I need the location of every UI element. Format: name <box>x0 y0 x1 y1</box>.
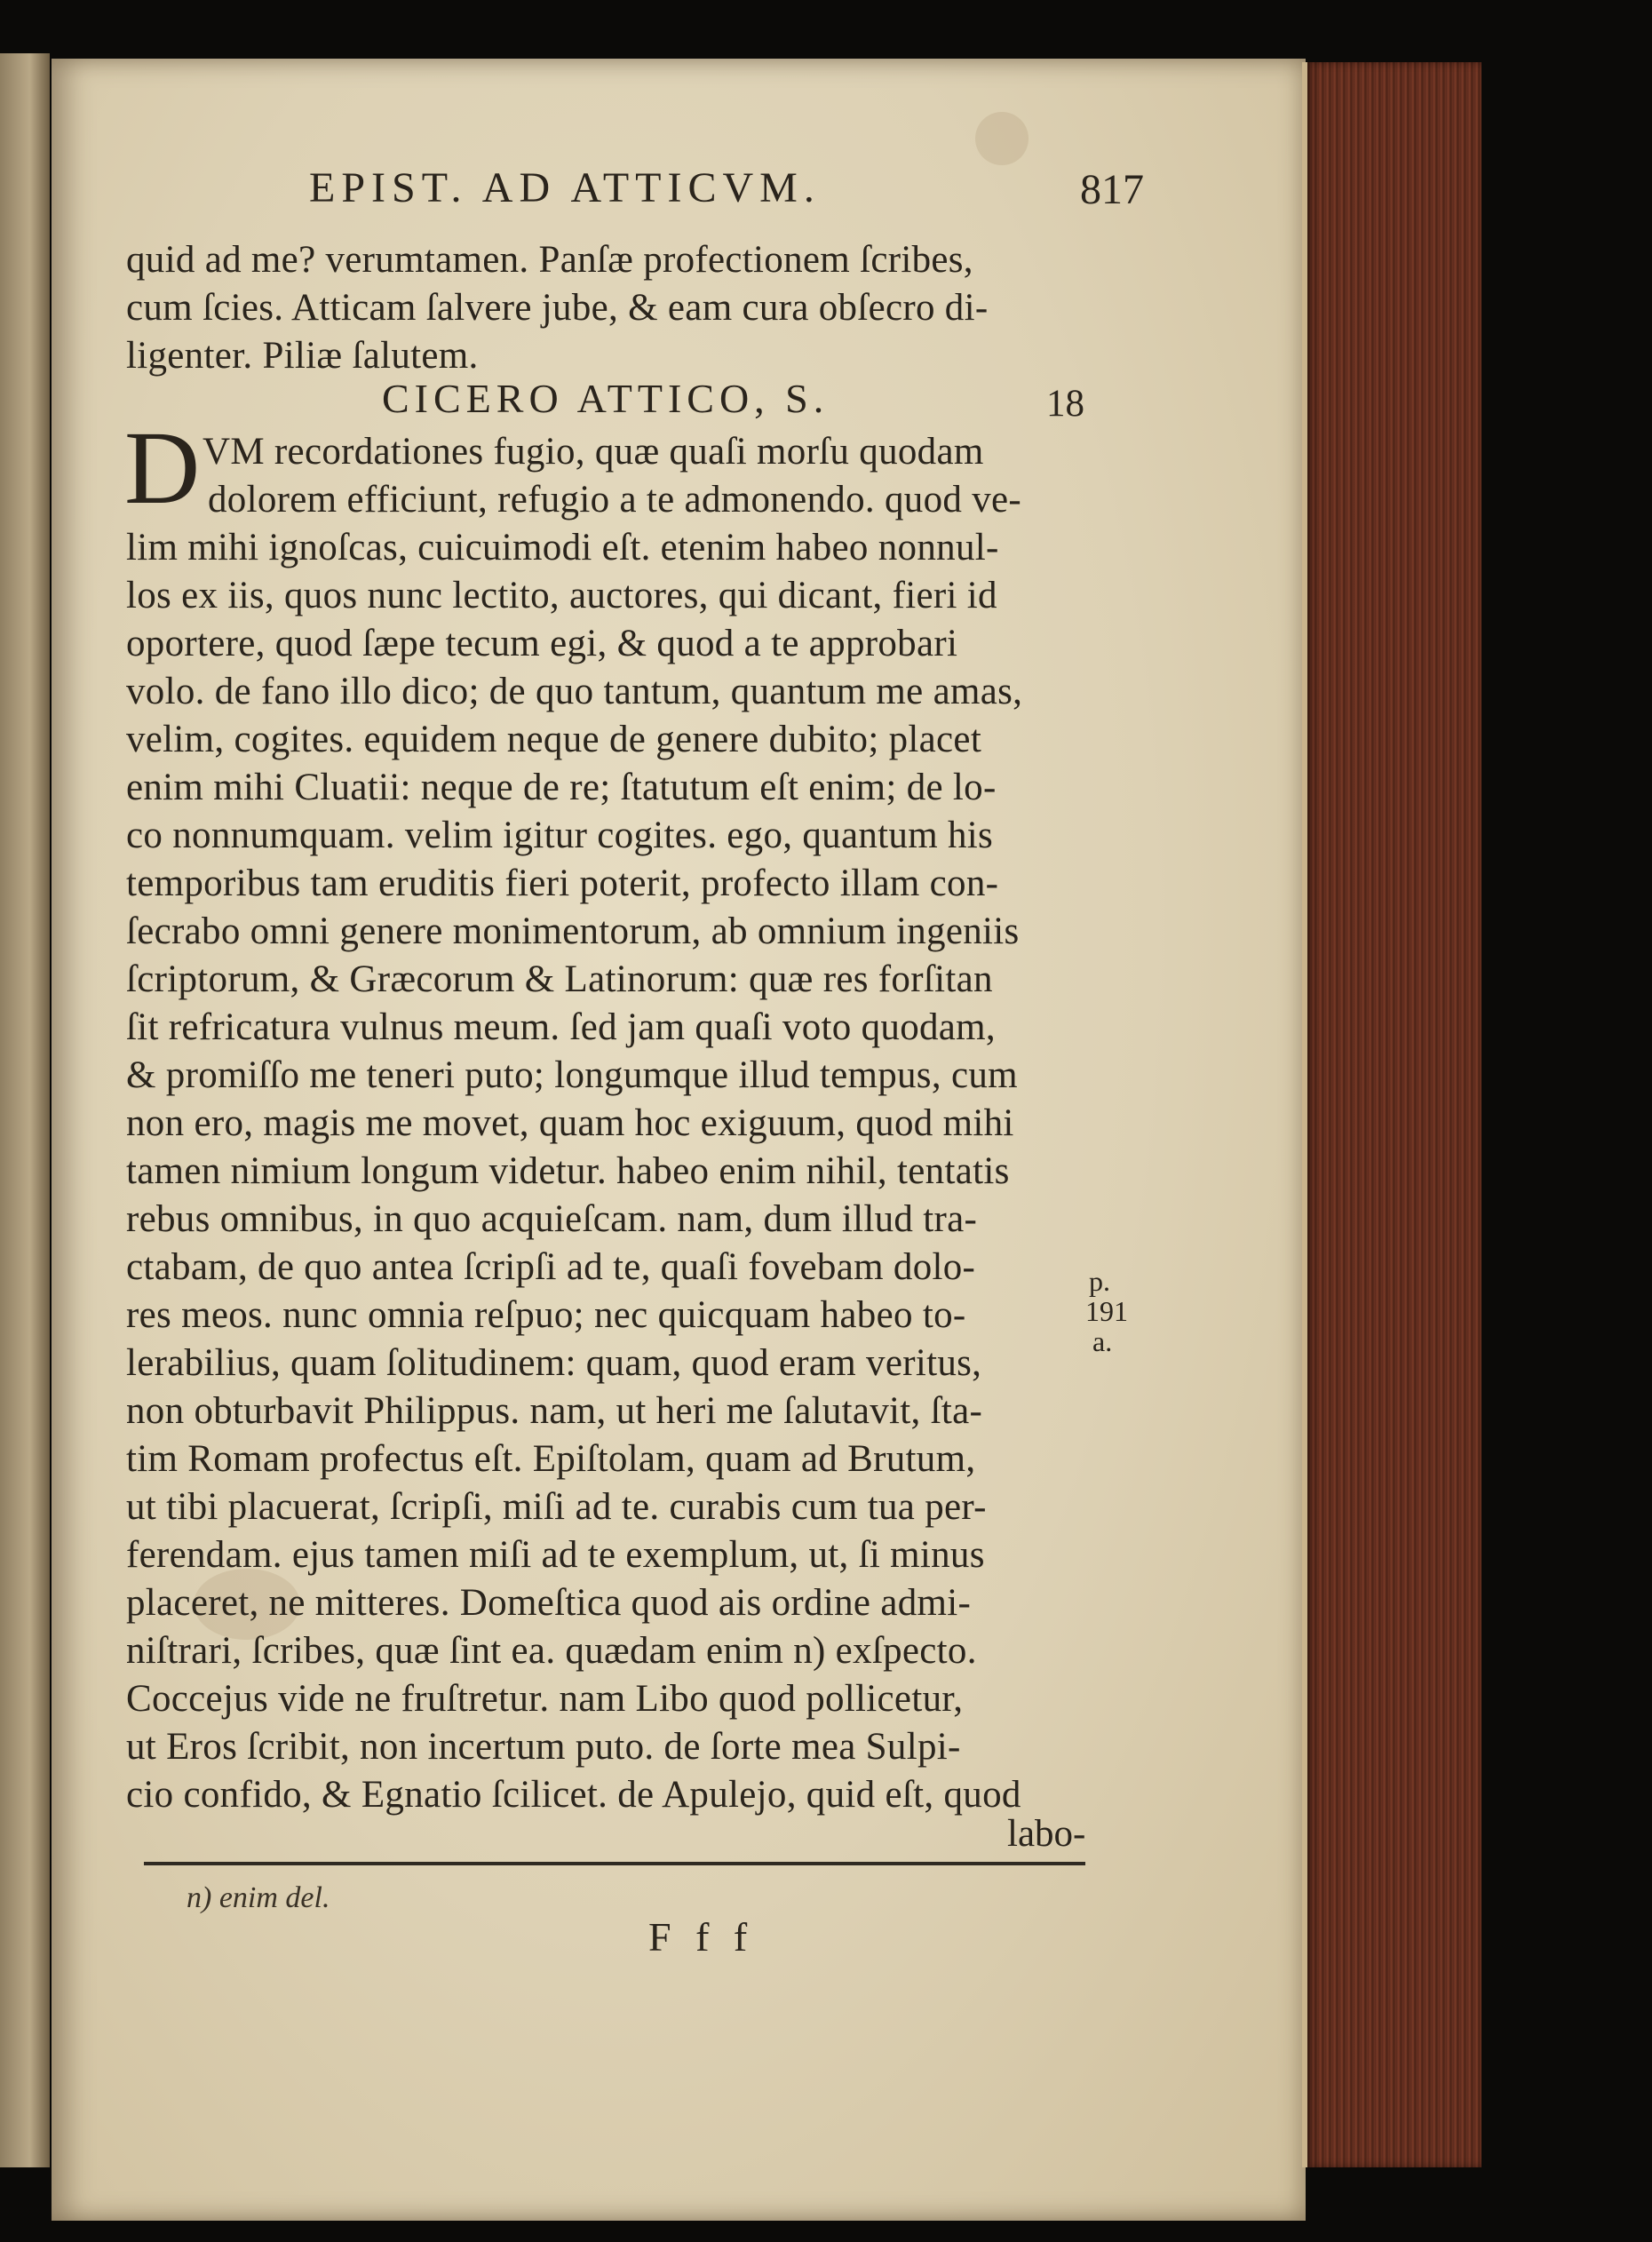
text-line: co nonnumquam. velim igitur cogites. ego, quantum his <box>126 815 994 856</box>
text-line: los ex iis, quos nunc lectito, auctores, qui dicant, fieri id <box>126 575 997 616</box>
text-line: ligenter. Piliæ ſalutem. <box>126 335 479 377</box>
text-line: ſecrabo omni genere monimentorum, ab omnium ingeniis <box>126 910 1020 952</box>
text-line: enim mihi Cluatii: neque de re; ſtatutum eſt enim; de lo- <box>126 767 997 808</box>
text-line: cum ſcies. Atticam ſalvere jube, & eam cura obſecro di- <box>126 287 989 329</box>
text-line: placeret, ne mitteres. Domeſtica quod ais ordine admi- <box>126 1582 972 1624</box>
text-line: niſtrari, ſcribes, quæ ſint ea. quædam enim n) exſpecto. <box>126 1630 977 1672</box>
margin-note: p. <box>1089 1265 1110 1297</box>
text-line: VM recordationes fugio, quæ quaſi morſu quodam <box>203 431 984 473</box>
text-line: ſcriptorum, & Græcorum & Latinorum: quæ res forſitan <box>126 958 993 1000</box>
text-line: tim Romam profectus eſt. Epiſtolam, quam ad Brutum, <box>126 1438 976 1480</box>
text-line: temporibus tam eruditis fieri poterit, profecto illam con- <box>126 863 999 904</box>
text-line: ut Eros ſcribit, non incertum puto. de ſorte mea Sulpi- <box>126 1726 961 1768</box>
text-line: ferendam. ejus tamen miſi ad te exemplum, ut, ſi minus <box>126 1534 985 1576</box>
text-line: velim, cogites. equidem neque de genere dubito; placet <box>126 719 982 760</box>
fore-edge-highlight <box>1302 62 1307 2167</box>
text-line: non obturbavit Philippus. nam, ut heri me ſalutavit, ſta- <box>126 1390 983 1432</box>
fore-edge <box>1304 62 1481 2167</box>
text-line: volo. de fano illo dico; de quo tantum, quantum me amas, <box>126 671 1023 712</box>
text-line: ctabam, de quo antea ſcripſi ad te, quaſi fovebam dolo- <box>126 1246 976 1288</box>
catchword: labo- <box>1007 1813 1086 1855</box>
paper-stain <box>975 112 1029 165</box>
signature-mark: F f f <box>648 1914 755 1960</box>
text-line: oportere, quod ſæpe tecum egi, & quod a te approbari <box>126 623 958 664</box>
text-line: tamen nimium longum videtur. habeo enim nihil, tentatis <box>126 1150 1010 1192</box>
text-line: res meos. nunc omnia reſpuo; nec quicquam habeo to- <box>126 1294 966 1336</box>
text-line: lerabilius, quam ſolitudinem: quam, quod eram veritus, <box>126 1342 982 1384</box>
text-line: quid ad me? verumtamen. Panſæ profectionem ſcribes, <box>126 239 973 281</box>
text-line: dolorem efficiunt, refugio a te admonendo. quod ve- <box>208 479 1022 521</box>
footnote-rule <box>144 1862 1085 1865</box>
text-line: ut tibi placuerat, ſcripſi, miſi ad te. curabis cum tua per- <box>126 1486 987 1528</box>
text-line: ſit refricatura vulnus meum. ſed jam quaſi voto quodam, <box>126 1006 996 1048</box>
margin-note: 191 <box>1085 1295 1128 1327</box>
text-line: non ero, magis me movet, quam hoc exiguum, quod mihi <box>126 1102 1014 1144</box>
text-line: & promiſſo me teneri puto; longumque illud tempus, cum <box>126 1054 1018 1096</box>
letter-heading: CICERO ATTICO, S. <box>382 376 830 421</box>
running-title: EPIST. AD ATTICVM. <box>309 164 821 211</box>
margin-note: a. <box>1092 1325 1113 1357</box>
left-page-edge <box>0 53 50 2167</box>
text-line: cio confido, & Egnatio ſcilicet. de Apulejo, quid eſt, quod <box>126 1774 1021 1816</box>
drop-cap: D <box>124 409 201 526</box>
text-line: rebus omnibus, in quo acquieſcam. nam, dum illud tra- <box>126 1198 978 1240</box>
letter-number: 18 <box>1046 383 1084 425</box>
text-line: lim mihi ignoſcas, cuicuimodi eſt. etenim habeo nonnul- <box>126 527 999 568</box>
text-line: Coccejus vide ne fruſtretur. nam Libo quod pollicetur, <box>126 1678 964 1720</box>
page-number: 817 <box>1080 166 1144 213</box>
footnote: n) enim del. <box>187 1881 330 1914</box>
